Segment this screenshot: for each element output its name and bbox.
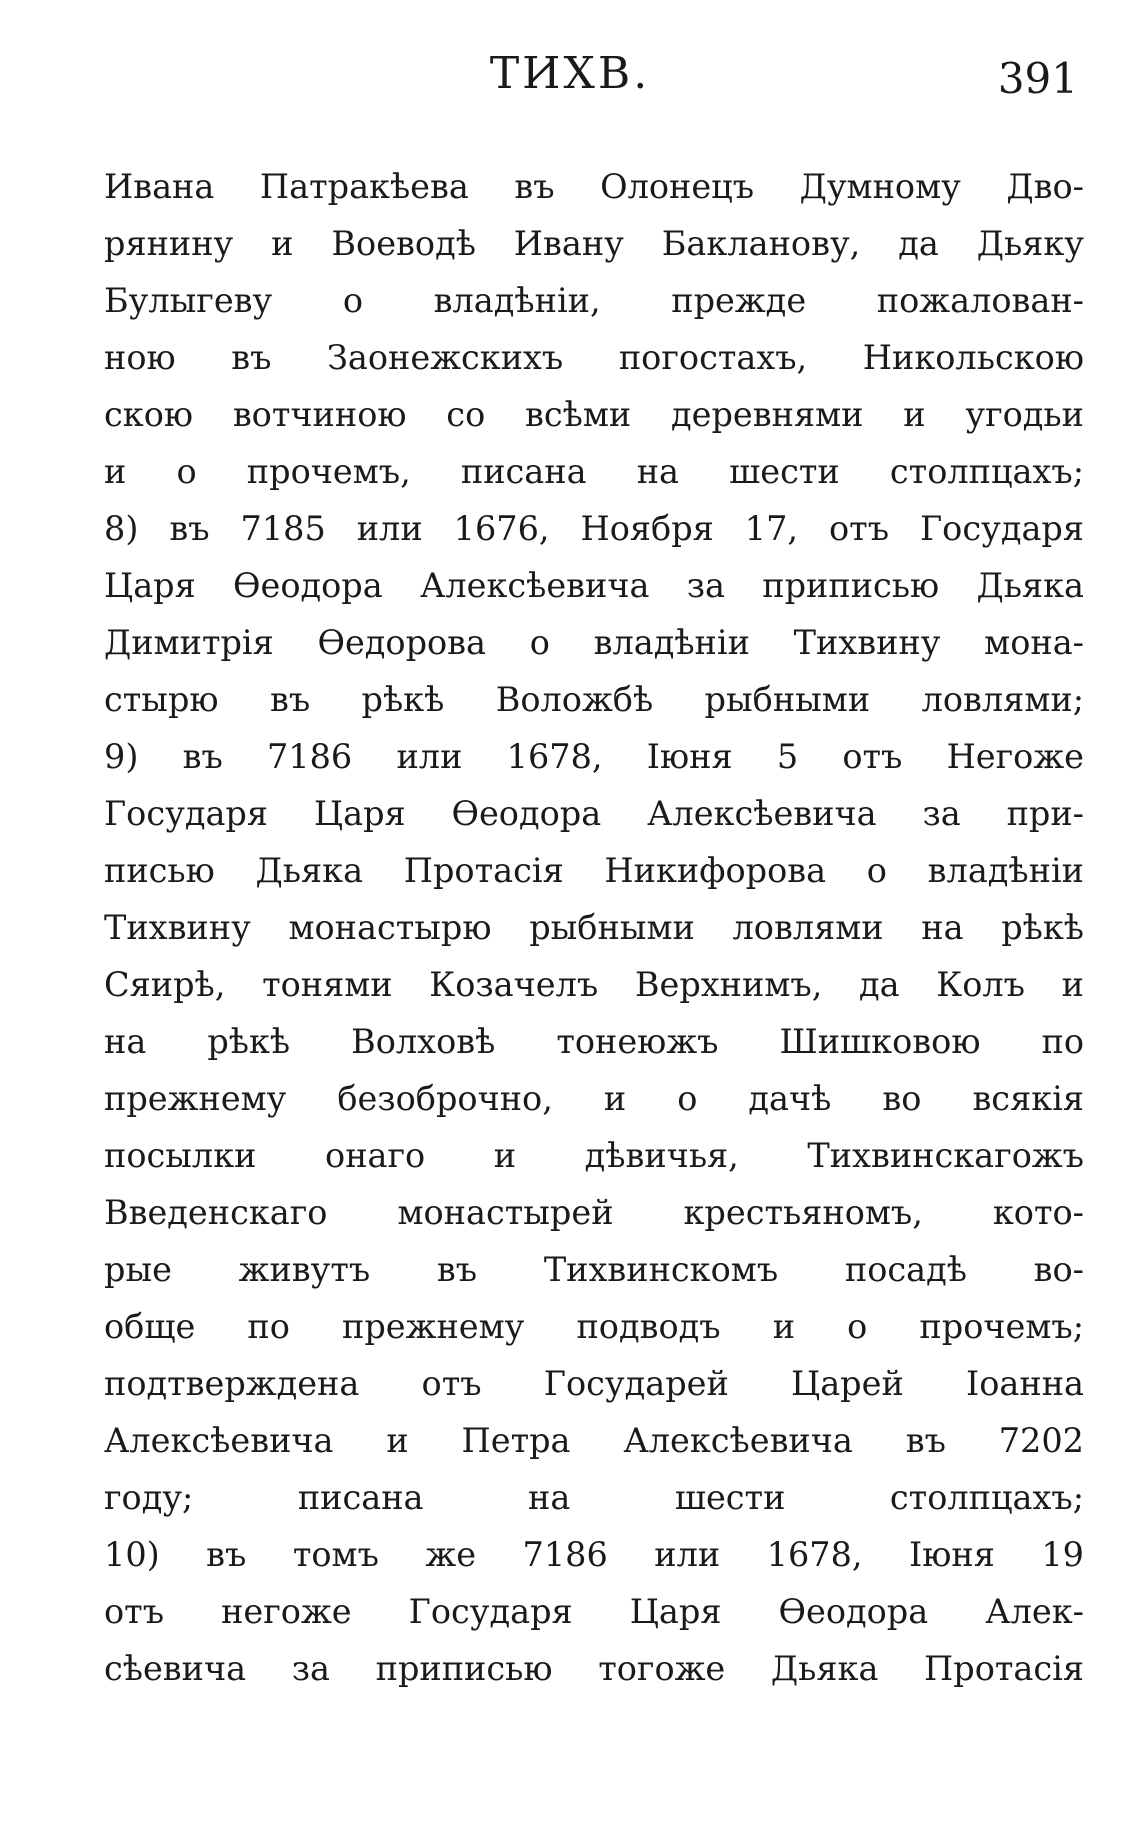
text-line: отъ негоже Государя Царя Ѳеодора Алек- [104, 1592, 1084, 1631]
text-line: Димитрія Ѳедорова о владѣніи Тихвину мона- [104, 623, 1084, 662]
text-line: писью Дьяка Протасія Никифорова о владѣніи [104, 851, 1084, 890]
text-line: Царя Ѳеодора Алексѣевича за приписью Дьяка [104, 566, 1084, 605]
text-line: скою вотчиною со всѣми деревнями и угодьи [104, 395, 1084, 434]
text-line: и о прочемъ, писана на шести столпцахъ; [104, 452, 1084, 491]
text-line: Ивана Патракѣева въ Олонецъ Думному Дво- [104, 167, 1084, 206]
text-line: сѣевича за приписью тогоже Дьяка Протасія [104, 1649, 1084, 1688]
body-text [104, 158, 1084, 1697]
text-line: Сяирѣ, тонями Козачелъ Верхнимъ, да Колъ и [104, 965, 1084, 1004]
text-line: 8) въ 7185 или 1676, Ноября 17, отъ Государя [104, 509, 1084, 548]
text-line: стырю въ рѣкѣ Воложбѣ рыбными ловлями; [104, 680, 1084, 719]
page-number: 391 [997, 54, 1078, 103]
text-line: прежнему безоброчно, и о дачѣ во всякія [104, 1079, 1084, 1118]
text-line: Алексѣевича и Петра Алексѣевича въ 7202 [104, 1421, 1084, 1460]
text-line: Тихвину монастырю рыбными ловлями на рѣкѣ [104, 908, 1084, 947]
text-line: Булыгеву о владѣніи, прежде пожалован- [104, 281, 1084, 320]
text-line: Государя Царя Ѳеодора Алексѣевича за при- [104, 794, 1084, 833]
text-line: Введенскаго монастырей крестьяномъ, кото- [104, 1193, 1084, 1232]
text-line: подтверждена отъ Государей Царей Іоанна [104, 1364, 1084, 1403]
text-line: посылки онаго и дѣвичья, Тихвинскагожъ [104, 1136, 1084, 1175]
text-line: 10) въ томъ же 7186 или 1678, Іюня 19 [104, 1535, 1084, 1574]
text-line: обще по прежнему подводъ и о прочемъ; [104, 1307, 1084, 1346]
text-line: 9) въ 7186 или 1678, Іюня 5 отъ Негоже [104, 737, 1084, 776]
text-line: рянину и Воеводѣ Ивану Бакланову, да Дьяку [104, 224, 1084, 263]
text-line: на рѣкѣ Волховѣ тонеюжъ Шишковою по [104, 1022, 1084, 1061]
text-line: рые живутъ въ Тихвинскомъ посадѣ во- [104, 1250, 1084, 1289]
text-line: ною въ Заонежскихъ погостахъ, Никольскою [104, 338, 1084, 377]
text-line: году; писана на шести столпцахъ; [104, 1478, 1084, 1517]
running-head-title: ТИХВ. [489, 48, 651, 99]
